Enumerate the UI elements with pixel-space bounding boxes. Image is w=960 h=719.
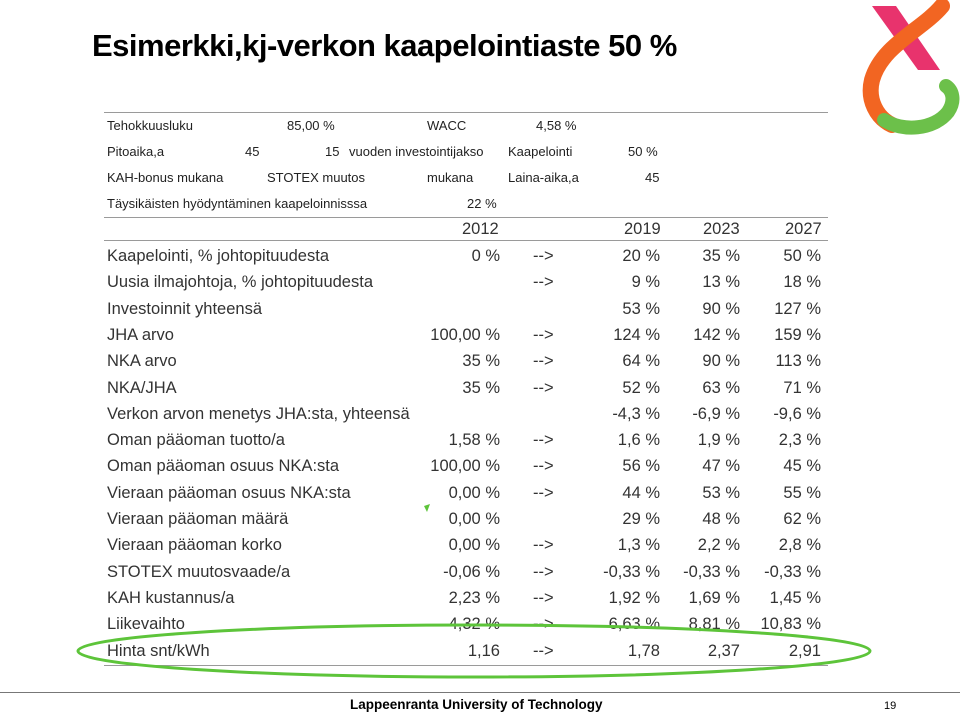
row-label: Hinta snt/kWh [107,641,210,660]
cell-v2027: 10,83 % [760,615,821,634]
cell-v2012: 1,16 [467,641,500,660]
cell-v2027: 2,8 % [778,536,821,555]
param-value: 45 [645,170,660,185]
cell-v2023: 8,81 % [688,615,740,634]
cell-v2023: 53 % [702,483,740,502]
cell-v2019: -0,33 % [603,562,660,581]
year-2019: 2019 [624,220,661,238]
row-label: Kaapelointi, % johtopituudesta [107,247,329,265]
row-label: Vieraan pääoman määrä [107,510,289,528]
row-label: JHA arvo [107,325,174,344]
cell-v2019: 1,78 [627,641,660,660]
row-arrow: --> [533,325,554,344]
cell-v2023: 48 % [702,510,740,528]
row-arrow: --> [533,378,554,397]
cell-v2027: 50 % [783,247,821,265]
param-label: WACC [427,118,467,133]
row-label: Vieraan pääoman korko [107,536,282,555]
cell-v2027: 2,3 % [778,431,821,450]
cell-v2012: 35 % [462,378,500,397]
cell-v2019: 52 % [622,378,660,397]
row-label: Vieraan pääoman osuus NKA:sta [107,483,351,502]
page-number: 19 [884,700,897,712]
row-arrow: --> [533,457,554,476]
row-label: KAH kustannus/a [107,588,235,607]
row-arrow: --> [533,431,554,450]
row-arrow: --> [533,641,554,660]
param-label: STOTEX muutos [267,170,366,185]
param-value: 50 % [628,144,658,159]
cell-v2027: 55 % [783,483,821,502]
param-label: Kaapelointi [508,144,573,159]
cell-v2027: 113 % [775,352,821,371]
page-title: Esimerkki,kj-verkon kaapelointiaste 50 % [92,28,677,63]
row-label: Oman pääoman osuus NKA:sta [107,457,340,476]
cell-v2019: 9 % [631,273,660,292]
param-label: Laina-aika,a [508,170,579,185]
row-label: Liikevaihto [107,615,185,634]
cell-v2019: 1,6 % [617,431,660,450]
cell-v2023: 90 % [702,299,740,318]
cell-v2023: 2,37 [707,641,740,660]
cell-v2027: 71 % [783,378,821,397]
row-label: NKA arvo [107,352,177,371]
cell-v2027: 18 % [783,273,821,292]
row-label: Oman pääoman tuotto/a [107,431,285,450]
cell-v2027: 45 % [783,457,821,476]
cell-v2023: 13 % [702,273,740,292]
cell-v2019: 20 % [622,247,660,265]
row-label: Uusia ilmajohtoja, % johtopituudesta [107,273,373,292]
row-arrow: --> [533,273,554,292]
param-label: Pitoaika,a [107,144,165,159]
cell-v2012: 100,00 % [430,457,500,476]
cell-v2023: 142 % [693,325,740,344]
cell-v2027: 2,91 [788,641,821,660]
cell-v2023: 63 % [702,378,740,397]
cell-v2012: 100,00 % [430,325,500,344]
year-2012: 2012 [462,220,499,238]
cell-v2023: -0,33 % [683,562,740,581]
cell-v2019: 1,92 % [608,588,660,607]
cell-v2027: 62 % [783,510,821,528]
cell-v2012: 4,32 % [448,615,500,634]
cell-v2019: 1,3 % [617,536,660,555]
cell-v2019: 64 % [622,352,660,371]
cell-v2027: -9,6 % [773,404,821,423]
cell-v2019: 56 % [622,457,660,476]
cell-v2027: 1,45 % [769,588,821,607]
param-value: 85,00 % [287,118,335,133]
row-label: Investoinnit yhteensä [107,299,263,318]
cell-v2023: 90 % [702,352,740,371]
cell-v2023: 2,2 % [697,536,740,555]
cell-v2023: 47 % [702,457,740,476]
cell-v2023: -6,9 % [692,404,740,423]
param-label: vuoden investointijakso [349,144,484,159]
row-arrow: --> [533,615,554,634]
cell-v2012: 2,23 % [448,588,500,607]
param-value: 15 [325,144,340,159]
row-arrow: --> [533,588,554,607]
row-arrow: --> [533,483,554,502]
cell-v2019: 124 % [613,325,660,344]
cell-v2012: 1,58 % [448,431,500,450]
param-value: 4,58 % [536,118,577,133]
param-label: Tehokkuusluku [107,118,193,133]
year-2023: 2023 [703,220,740,238]
cell-v2019: 53 % [622,299,660,318]
cell-v2012: -0,06 % [443,562,500,581]
param-label: Täysikäisten hyödyntäminen kaapeloinnisssa [107,196,368,211]
cell-v2023: 35 % [702,247,740,265]
row-arrow: --> [533,352,554,371]
row-arrow: --> [533,247,554,265]
cell-v2023: 1,69 % [688,588,740,607]
param-value: mukana [427,170,474,185]
cell-v2012: 35 % [462,352,500,371]
cell-v2027: 127 % [774,299,821,318]
param-value: 22 % [467,196,497,211]
row-arrow: --> [533,562,554,581]
year-2027: 2027 [785,220,822,238]
cell-v2012: 0,00 % [448,510,500,528]
cell-v2019: 29 % [622,510,660,528]
cell-v2012: 0,00 % [448,536,500,555]
cell-v2019: 6,63 % [608,615,660,634]
row-arrow: --> [533,536,554,555]
cell-v2027: 159 % [774,325,821,344]
cell-v2012: 0,00 % [448,483,500,502]
footer-university: Lappeenranta University of Technology [350,697,603,712]
row-label: Verkon arvon menetys JHA:sta, yhteensä [107,404,410,423]
cell-v2027: -0,33 % [764,562,821,581]
row-label: STOTEX muutosvaade/a [107,562,291,581]
row-label: NKA/JHA [107,378,177,397]
cell-v2012: 0 % [471,247,500,265]
cell-v2019: 44 % [622,483,660,502]
cell-v2023: 1,9 % [697,431,740,450]
param-value: 45 [245,144,260,159]
param-label: KAH-bonus mukana [107,170,224,185]
cell-v2019: -4,3 % [612,404,660,423]
